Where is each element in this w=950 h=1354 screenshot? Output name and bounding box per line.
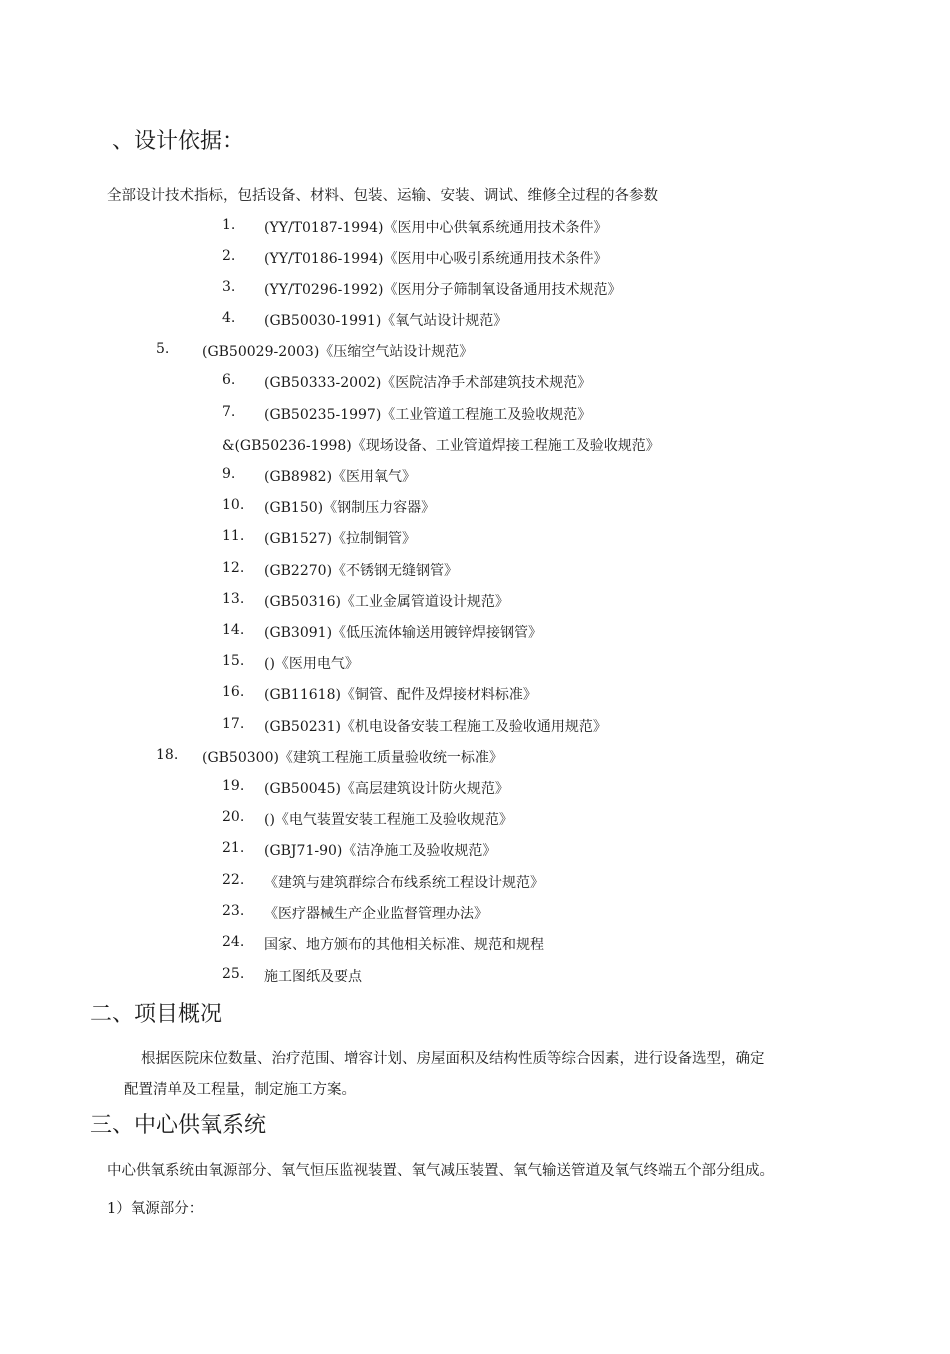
- list-item-text: (YY/T0187-1994)《医用中心供氧系统通用技术条件》: [264, 220, 608, 236]
- list-item-text: (GB3091)《低压流体输送用镀锌焊接钢管》: [264, 625, 543, 641]
- overview-paragraph-line-2: 配置清单及工程量，制定施工方案。: [124, 1082, 356, 1098]
- list-item-text: (GB150)《钢制压力容器》: [264, 500, 436, 516]
- list-item-number: 16.: [222, 684, 245, 700]
- list-item-number: 4.: [222, 310, 236, 326]
- list-item-text: (GB50030-1991)《氧气站设计规范》: [264, 313, 508, 329]
- list-item-number: 10.: [222, 497, 245, 513]
- list-item-text: 国家、地方颁布的其他相关标准、规范和规程: [264, 937, 544, 953]
- overview-paragraph-line-1: 根据医院床位数量、治疗范围、增容计划、房屋面积及结构性质等综合因素，进行设备选型，确定: [141, 1051, 765, 1067]
- design-basis-intro: 全部设计技术指标，包括设备、材料、包装、运输、安装、调试、维修全过程的各参数: [107, 188, 658, 204]
- list-item-text: (GB11618)《铜管、配件及焊接材料标准》: [264, 687, 537, 703]
- list-item-number: 15.: [222, 653, 245, 669]
- section-heading-central-oxygen: 三、中心供氧系统: [90, 1113, 267, 1138]
- list-item-text: 《建筑与建筑群综合布线系统工程设计规范》: [264, 875, 544, 891]
- list-item-text: ()《医用电气》: [264, 656, 359, 672]
- list-item-number: 3.: [222, 279, 236, 295]
- list-item-text: (GB50045)《高层建筑设计防火规范》: [264, 781, 509, 797]
- list-item-number: 2.: [222, 248, 236, 264]
- list-item-text: (YY/T0296-1992)《医用分子筛制氧设备通用技术规范》: [264, 282, 622, 298]
- list-item-number: 19.: [222, 778, 245, 794]
- list-item-number: 24.: [222, 934, 245, 950]
- section-heading-design-basis: 、设计依据：: [112, 129, 245, 154]
- list-item-text: 《医疗器械生产企业监督管理办法》: [264, 906, 488, 922]
- list-item-text: (GB2270)《不锈钢无缝钢管》: [264, 563, 459, 579]
- list-item-number: 25.: [222, 966, 245, 982]
- list-item-number: 5.: [156, 341, 170, 357]
- list-item-number: 14.: [222, 622, 245, 638]
- list-item-text: (GB50316)《工业金属管道设计规范》: [264, 594, 509, 610]
- oxygen-source-subheading: 1）氧源部分：: [107, 1201, 204, 1217]
- list-item-number: 22.: [222, 872, 245, 888]
- list-item-number: 9.: [222, 466, 236, 482]
- list-item-number: 17.: [222, 716, 245, 732]
- list-item-number: 20.: [222, 809, 245, 825]
- list-item-number: 21.: [222, 840, 245, 856]
- list-item-text: &(GB50236-1998)《现场设备、工业管道焊接工程施工及验收规范》: [222, 438, 660, 454]
- list-item-text: (GB50235-1997)《工业管道工程施工及验收规范》: [264, 407, 592, 423]
- list-item-number: 11.: [222, 528, 245, 544]
- list-item-text: (GB8982)《医用氧气》: [264, 469, 417, 485]
- list-item-number: 18.: [156, 747, 179, 763]
- list-item-text: (GB50029-2003)《压缩空气站设计规范》: [202, 344, 474, 360]
- list-item-text: (GB50333-2002)《医院洁净手术部建筑技术规范》: [264, 375, 592, 391]
- oxygen-system-paragraph: 中心供氧系统由氧源部分、氧气恒压监视装置、氧气减压装置、氧气输送管道及氧气终端五个部分组成。: [107, 1163, 774, 1179]
- list-item-number: 12.: [222, 560, 245, 576]
- list-item-number: 23.: [222, 903, 245, 919]
- list-item-number: 6.: [222, 372, 236, 388]
- list-item-number: 13.: [222, 591, 245, 607]
- list-item-text: (GB50231)《机电设备安装工程施工及验收通用规范》: [264, 719, 607, 735]
- list-item-text: (YY/T0186-1994)《医用中心吸引系统通用技术条件》: [264, 251, 608, 267]
- list-item-text: 施工图纸及要点: [264, 969, 362, 985]
- list-item-text: (GB1527)《拉制铜管》: [264, 531, 417, 547]
- list-item-text: (GB50300)《建筑工程施工质量验收统一标准》: [202, 750, 503, 766]
- section-heading-project-overview: 二、项目概况: [90, 1002, 223, 1027]
- list-item-number: 7.: [222, 404, 236, 420]
- list-item-number: 1.: [222, 217, 236, 233]
- list-item-text: ()《电气装置安装工程施工及验收规范》: [264, 812, 513, 828]
- list-item-text: (GBJ71-90)《洁净施工及验收规范》: [264, 843, 497, 859]
